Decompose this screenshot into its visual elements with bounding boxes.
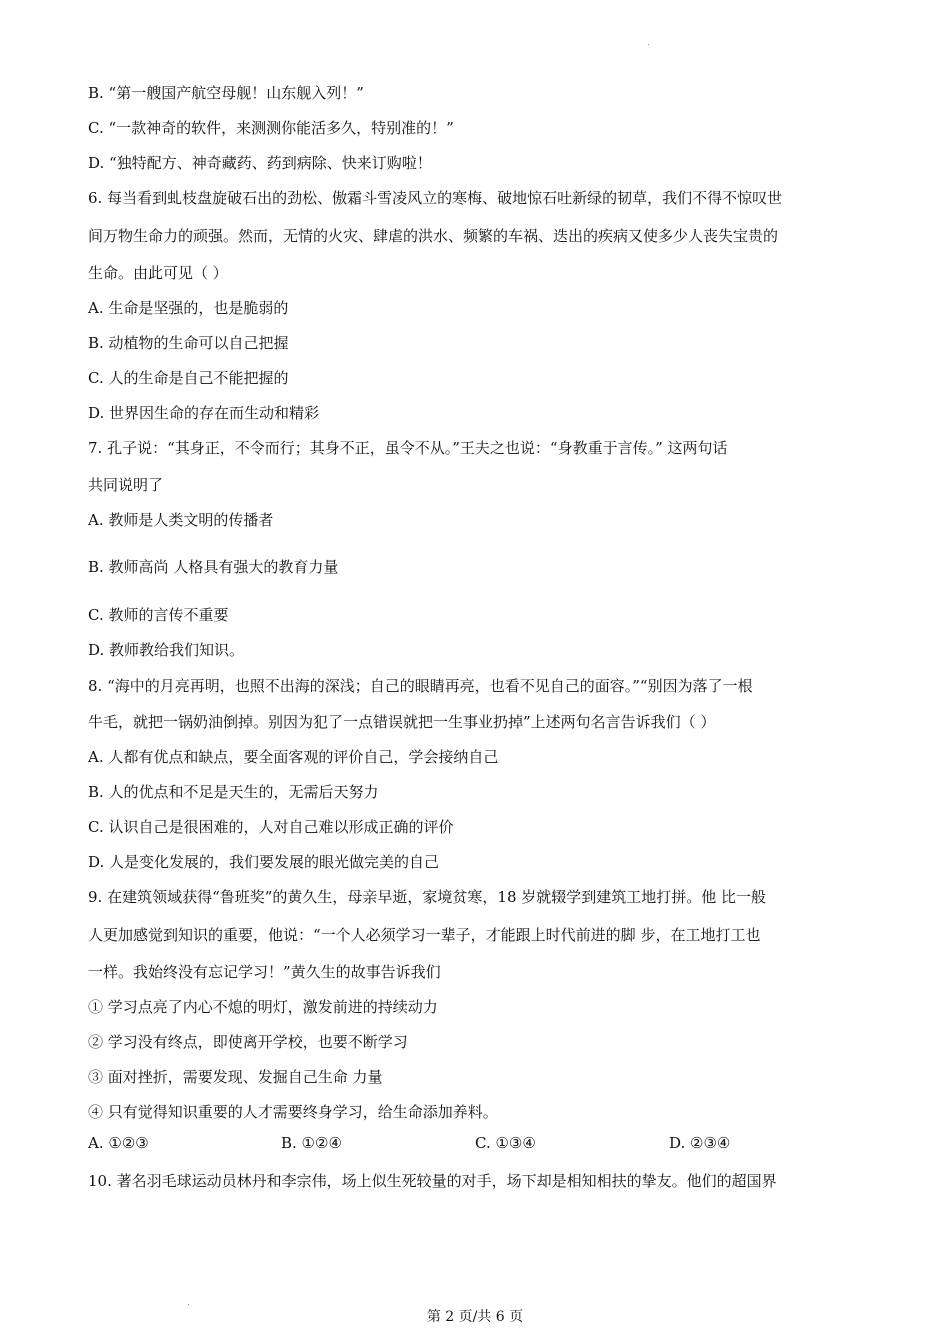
q8-option-a: A. 人都有优点和缺点，要全面客观的评价自己，学会接纳自己 [88,748,499,766]
q8-option-b: B. 人的优点和不足是天生的，无需后天努力 [88,783,379,801]
q10-stem-line-1: 10. 著名羽毛球运动员林丹和李宗伟，场上似生死较量的对手，场下却是相知相扶的挚友。他们的超国界 [88,1172,777,1190]
q6-option-a: A. 生命是坚强的，也是脆弱的 [88,299,289,317]
q8-stem-line-1: 8. “海中的月亮再明，也照不出海的深浅；自己的眼睛再亮，也看不见自己的面容。”“别因为落了一根 [88,677,753,695]
scan-dot [188,1304,189,1305]
q7-option-d: D. 教师教给我们知识。 [88,641,245,659]
q8-stem-line-2: 牛毛，就把一锅奶油倒掉。别因为犯了一点错误就把一生事业扔掉”上述两句名言告诉我们（ ） [88,713,716,731]
q9-stem-line-2: 人更加感觉到知识的重要，他说：“一个人必须学习一辈子，才能跟上时代前进的脚 步，在工地打工也 [88,926,761,944]
scan-dot [648,44,649,45]
q8-option-d: D. 人是变化发展的，我们要发展的眼光做完美的自己 [88,853,440,871]
page-footer: 第 2 页/共 6 页 [426,1309,524,1325]
q5-option-b: B. “第一艘国产航空母舰！山东舰入列！” [88,84,364,102]
q6-stem-line-3: 生命。由此可见（ ） [88,264,228,282]
q8-option-c: C. 认识自己是很困难的，人对自己难以形成正确的评价 [88,818,454,836]
q9-stem-line-1: 9. 在建筑领域获得“鲁班奖”的黄久生，母亲早逝，家境贫寒，18 岁就辍学到建筑工地打拼。他 比一般 [88,888,767,906]
q9-option-c: C. ①③④ [475,1134,536,1152]
q7-option-b: B. 教师高尚 人格具有强大的教育力量 [88,558,339,576]
q9-statement-4: ④ 只有觉得知识重要的人才需要终身学习，给生命添加养料。 [88,1103,498,1121]
q6-option-c: C. 人的生命是自己不能把握的 [88,369,289,387]
q7-option-a: A. 教师是人类文明的传播者 [88,511,274,529]
q5-option-c: C. “一款神奇的软件，来测测你能活多久，特别准的！” [88,119,454,137]
q6-option-b: B. 动植物的生命可以自己把握 [88,334,289,352]
q9-option-a: A. ①②③ [88,1134,149,1152]
q6-option-d: D. 世界因生命的存在而生动和精彩 [88,404,320,422]
q9-option-d: D. ②③④ [669,1134,731,1152]
q7-stem-line-1: 7. 孔子说：“其身正，不令而行；其身不正，虽令不从。”王夫之也说：“身教重于言传。” 这两句话 [88,439,728,457]
q6-stem-line-2: 间万物生命力的顽强。然而，无情的火灾、肆虐的洪水、频繁的车祸、迭出的疾病又使多少人丧失宝贵的 [88,227,779,245]
q7-stem-line-2: 共同说明了 [88,476,164,494]
q9-statement-1: ① 学习点亮了内心不熄的明灯，激发前进的持续动力 [88,998,438,1016]
q9-option-b: B. ①②④ [281,1134,342,1152]
q7-option-c: C. 教师的言传不重要 [88,606,229,624]
q5-option-d: D. “独特配方、神奇藏药、药到病除、快来订购啦！ [88,154,432,172]
q6-stem-line-1: 6. 每当看到虬枝盘旋破石出的劲松、傲霜斗雪凌风立的寒梅、破地惊石吐新绿的韧草，我们不得不惊叹世 [88,189,783,207]
q9-statement-2: ② 学习没有终点，即使离开学校，也要不断学习 [88,1033,408,1051]
q9-stem-line-3: 一样。我始终没有忘记学习！”黄久生的故事告诉我们 [88,963,441,981]
q9-statement-3: ③ 面对挫折，需要发现、发掘自己生命 力量 [88,1068,383,1086]
